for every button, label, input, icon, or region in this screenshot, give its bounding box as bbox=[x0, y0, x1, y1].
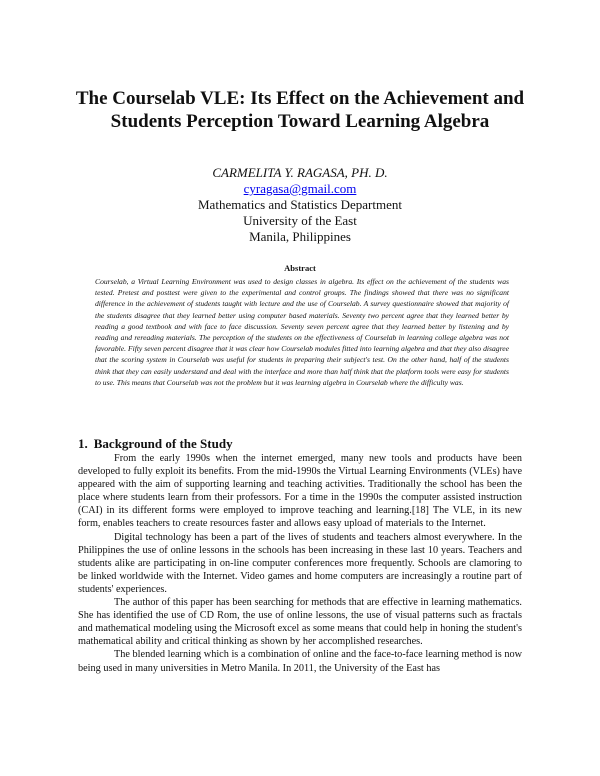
author-department: Mathematics and Statistics Department bbox=[198, 197, 402, 212]
section-title: Background of the Study bbox=[93, 436, 233, 451]
author-location: Manila, Philippines bbox=[249, 229, 351, 244]
section-heading bbox=[78, 436, 233, 452]
author-email-link[interactable]: cyragasa@gmail.com bbox=[243, 181, 357, 196]
body-paragraph: The author of this paper has been searching for methods that are effective in learning mathematics. She has identified the use of CD Rom, the use of online lessons, the use of visual patterns such as fractals and mathematical modeling using the Microsoft excel as some means that could help in honing the student's mathematical ability and critical thinking as shown by her accomplished researches. bbox=[78, 597, 522, 648]
abstract-text: Courselab, a Virtual Learning Environment was used to design classes in algebra. Its effect on the achievement of the students was tested. Pretest and posttest were given to the experimental and control groups. The findings showed that there was no significant difference in the achievement of students taught with lecture and the use of Courselab. A survey questionnaire showed that majority of the students disagree that they learned better using computer based materials. Seventy two percent agree that they learned better by reading a good textbook and with face to face discussion. Seventy seven percent agree that they learned better by listening and by reading and rereading materials. The perception of the students on the effectiveness of Courselab in learning college algebra was not favorable. Fifty seven percent disagree that it was clear how Courselab modules fitted into learning algebra and that they also disagree that the scoring system in Courselab was useful for students in preparing their subject's test. On the other hand, half of the students think that they can easily understand and deal with the interface and more than half think that the platform tools were easy for students to use. This means that Courselab was not the problem but it was learning algebra in Courselab where the difficulty was. bbox=[95, 277, 509, 387]
section-body bbox=[78, 452, 522, 675]
author-name: CARMELITA Y. RAGASA, PH. D. bbox=[212, 165, 388, 180]
author-university: University of the East bbox=[243, 213, 357, 228]
abstract-heading: Abstract bbox=[284, 263, 316, 273]
body-paragraph: The blended learning which is a combination of online and the face-to-face learning method is now being used in many universities in Metro Manila. In 2011, the University of the East has bbox=[78, 649, 522, 674]
body-paragraph: From the early 1990s when the internet emerged, many new tools and products have been developed to fully exploit its benefits. From the mid-1990s the Virtual Learning Environments (VLEs) have appeared with the aim of supporting learning and teaching activities. Traditionally the school has been the place where students learn from their professors. For a time in the 1990s the computer assisted instruction (CAI) in its different forms were employed to improve teaching and learning.[18] The VLE, in its new form, enables teachers to create resources faster and allows easy upload of materials to the Internet. bbox=[78, 453, 522, 530]
section-number: 1. bbox=[78, 436, 88, 451]
author-block bbox=[100, 165, 500, 245]
paper-title: The Courselab VLE: Its Effect on the Achievement and Students Perception Toward Learning Algebra bbox=[75, 88, 525, 132]
body-paragraph: Digital technology has been a part of the lives of students and teachers almost everywhere. In the Philippines the use of online lessons in the schools has been increasing in these last 10 years. Teachers and students alike are participating in on-line computer conferences more frequently. Schools are clamoring to be linked worldwide with the Internet. Video games and home computers are increasingly a routine part of students' experiences. bbox=[78, 531, 522, 595]
